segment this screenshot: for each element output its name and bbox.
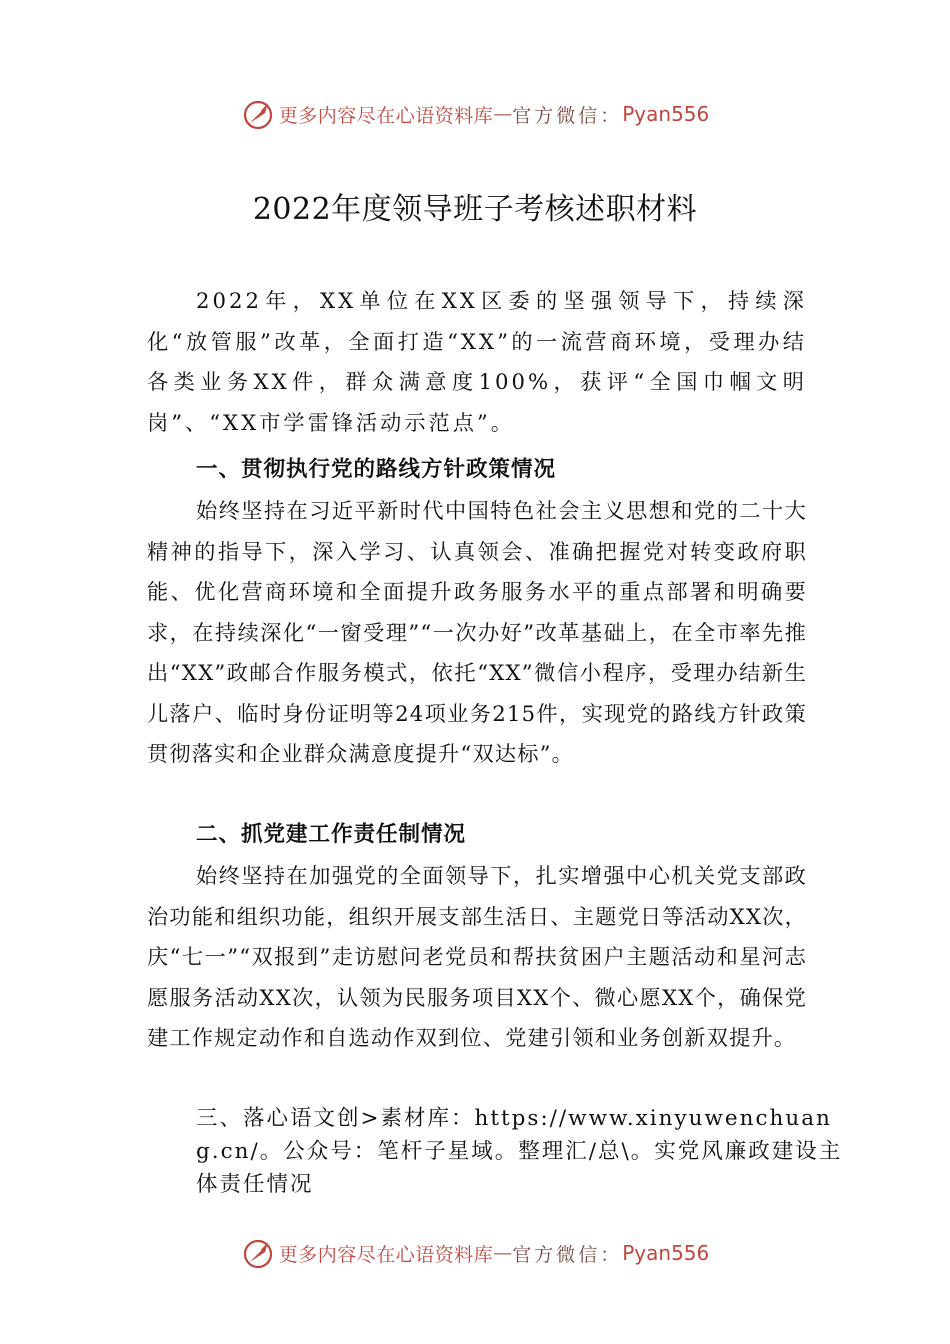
- footer-banner: [0, 1231, 950, 1275]
- quill-logo-icon: [241, 1236, 275, 1270]
- banner-wechat-id: Pyan556: [622, 102, 710, 126]
- quill-logo-icon: [241, 97, 275, 131]
- section-1-heading: 一、贯彻执行党的路线方针政策情况: [196, 457, 557, 482]
- section-3-line: 三、落心语文创>素材库：https://www.xinyuwenchuang.cn/。公众号：笔杆子星域。整理汇/总\。实党风廉政建设主体责任情况: [196, 1106, 843, 1197]
- section-1-body: 始终坚持在习近平新时代中国特色社会主义思想和党的二十大精神的指导下，深入学习、认真领会、准确把握党对转变政府职能、优化营商环境和全面提升政务服务水平的重点部署和明确要求，在持续深化“一窗受理”“一次办好”改革基础上，在全市率先推出“XX”政邮合作服务模式，依托“XX”微信小程序，受理办结新生儿落户、临时身份证明等24项业务215件，实现党的路线方针政策贯彻落实和企业群众满意度提升“双达标”。: [147, 498, 807, 766]
- banner-separator: —: [493, 1242, 513, 1264]
- banner-slogan: 更多内容尽在心语资料库: [278, 1243, 494, 1266]
- banner-wechat-label: 官方微信：: [512, 104, 623, 127]
- header-banner: [0, 92, 950, 136]
- banner-slogan: 更多内容尽在心语资料库: [278, 104, 494, 127]
- intro-paragraph: 2022年，XX单位在XX区委的坚强领导下，持续深化“放管服”改革，全面打造“XX”的一流营商环境，受理办结各类业务XX件，群众满意度100%，获评“全国巾帼文明岗”、“XX市学雷锋活动示范点”。: [147, 288, 807, 435]
- banner-separator: —: [493, 103, 513, 125]
- section-2-heading: 二、抓党建工作责任制情况: [196, 822, 467, 847]
- document-title: 2022年度领导班子考核述职材料: [252, 192, 698, 227]
- banner-wechat-label: 官方微信：: [512, 1243, 623, 1266]
- section-2-body: 始终坚持在加强党的全面领导下，扎实增强中心机关党支部政治功能和组织功能，组织开展支部生活日、主题党日等活动XX次，庆“七一”“双报到”走访慰问老党员和帮扶贫困户主题活动和星河志愿服务活动XX次，认领为民服务项目XX个、微心愿XX个，确保党建工作规定动作和自选动作双到位、党建引领和业务创新双提升。: [147, 863, 807, 1050]
- banner-wechat-id: Pyan556: [622, 1241, 710, 1265]
